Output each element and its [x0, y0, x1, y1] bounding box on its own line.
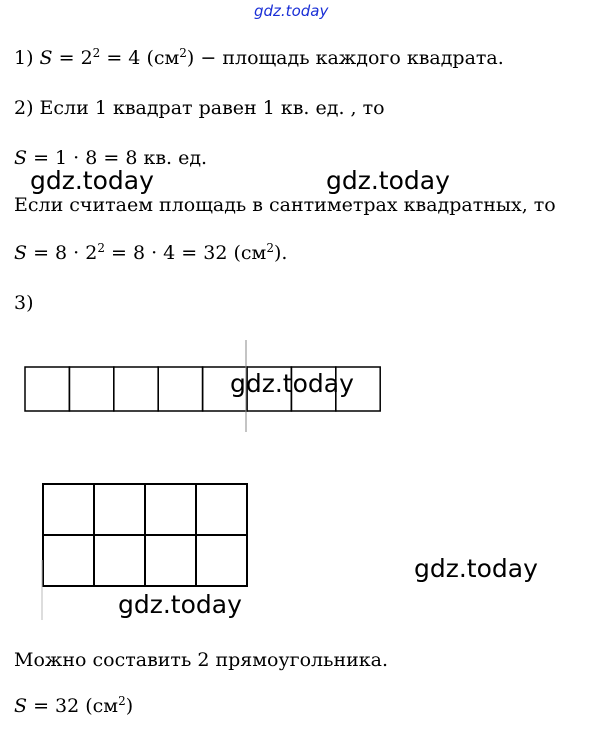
site-watermark-top: gdz.today: [254, 2, 329, 20]
grid-cell: [114, 367, 158, 411]
final-answer: S = 32 $(см^2)$: [14, 694, 134, 717]
solution-step-3: 3): [14, 292, 34, 314]
watermark: gdz.today: [118, 590, 242, 619]
solution-formula-units: S = 1 · 8 = 8 кв. ед.: [14, 147, 208, 169]
solution-formula-cm: $S = 8 \cdot 2^2 = 8 \cdot 4 = 32$ $(см^2)$.: [14, 241, 288, 264]
grid-cell: [94, 484, 145, 535]
grid-cell: [43, 484, 94, 535]
grid-cell: [69, 367, 113, 411]
solution-text-cm: Если считаем площадь в сантиметрах квадратных, то: [14, 194, 556, 216]
grid-cell: [158, 367, 202, 411]
grid-cell: [145, 484, 196, 535]
grid-cell: [196, 535, 247, 586]
grid-cell: [43, 535, 94, 586]
watermark: gdz.today: [326, 166, 450, 195]
grid-cell: [196, 484, 247, 535]
grid-cell: [94, 535, 145, 586]
watermark: gdz.today: [230, 369, 354, 398]
grid-cell: [25, 367, 69, 411]
rectangle-2x4: [43, 484, 247, 586]
watermark: gdz.today: [414, 554, 538, 583]
solution-step-1: 1) $S = 2^2 = 4$ $(см^2)$ − площадь каждого квадрата.: [14, 46, 504, 69]
solution-step-2: 2) Если 1 квадрат равен 1 кв. ед. , то: [14, 97, 385, 119]
grid-cell: [145, 535, 196, 586]
watermark: gdz.today: [30, 166, 154, 195]
conclusion-text: Можно составить 2 прямоугольника.: [14, 649, 389, 671]
